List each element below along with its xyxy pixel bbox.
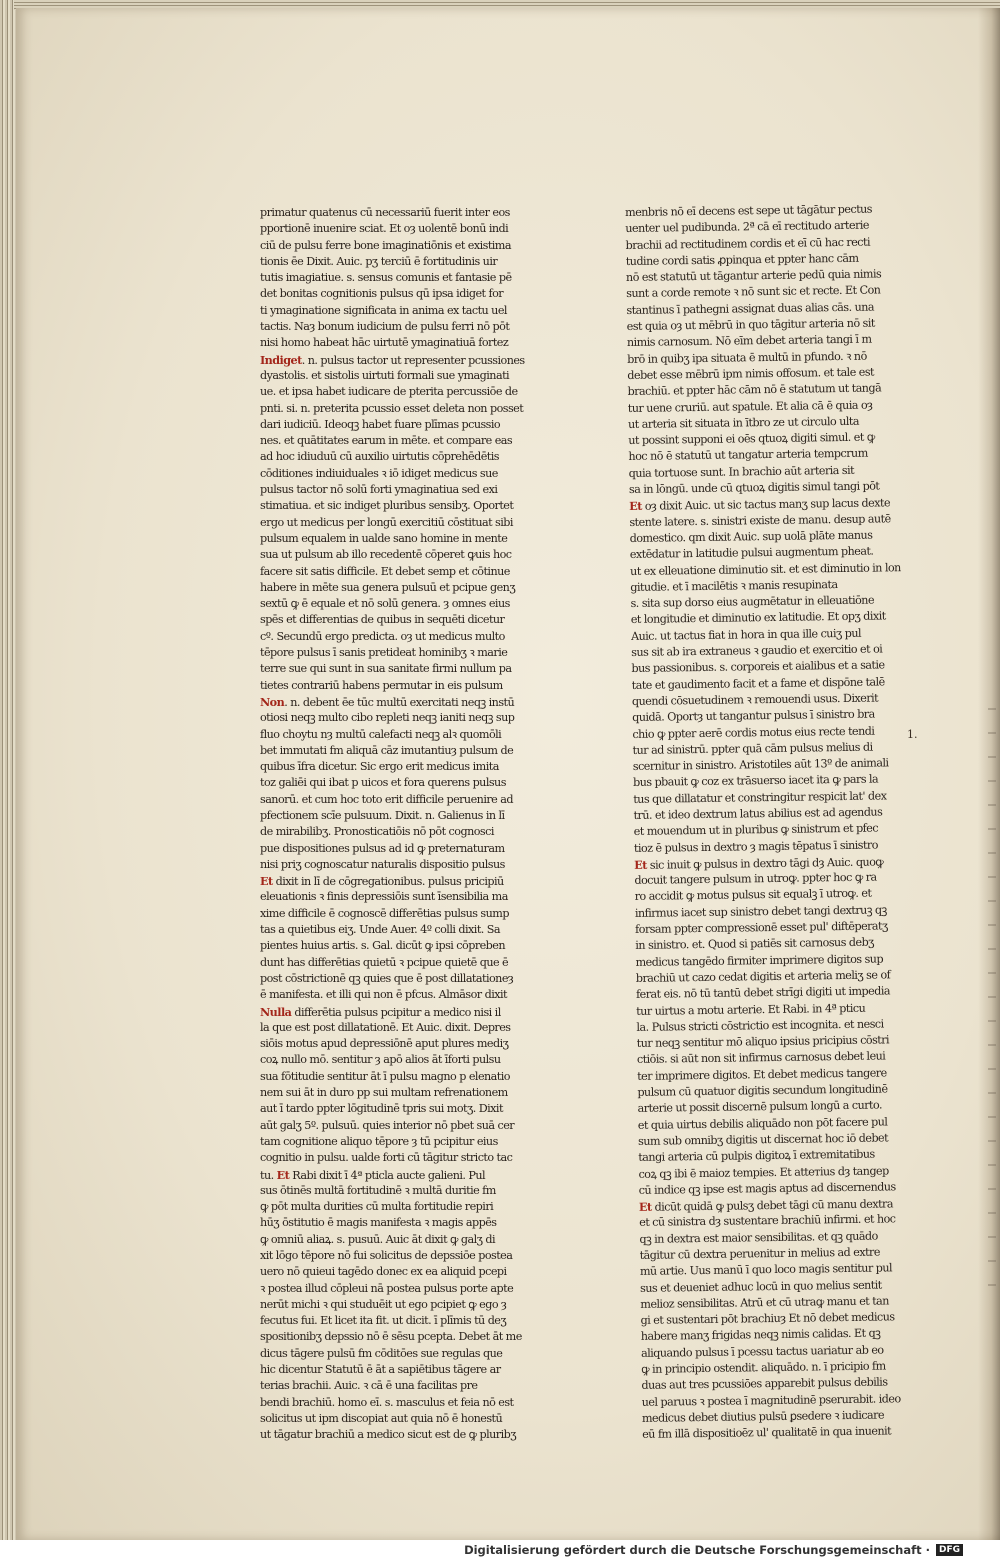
text-line: arterie ut possit discernē pulsum longū a curto. [637, 1098, 883, 1116]
text-line: ti ymaginatione significata in anima ex tactu uel [260, 303, 507, 317]
text-line: xime difficile ē cognoscē differētias pulsus sump [260, 906, 509, 920]
text-line: det bonitas cognitionis pulsus qū ipsa idiget for [260, 287, 504, 301]
text-line: de mirabilibʒ. Pronosticatiōis nō pōt cognosci [260, 825, 494, 839]
text-line: et quia uirtus debilis aliquādo non pōt facere pul [637, 1115, 888, 1132]
text-line: stantinus ī pathegni assignat duas alias cās. una [626, 300, 875, 317]
text-line: bus pbauit ꝙ coz ex trāsuerso iacet ita ꝙ pars la [632, 772, 879, 790]
text-line: nisi priʒ cognoscatur naturalis dispositio pulsus [260, 857, 505, 871]
text-line: medicus debet diutius pulsū ꝑsedere ꝛ iudicare [641, 1408, 885, 1425]
text-line: hic dicentur Statutū ē āt a sapiētibus tāgere ar [260, 1363, 501, 1377]
text-line: otiosi neqꝫ multo cibo repleti neqꝫ ianiti neqꝫ sup [260, 711, 515, 725]
text-line: nisi homo habeat hāc uirtutē ymaginatiuā fortez [260, 336, 509, 350]
text-line: ut arteria sit situata in ītbro ze ut circulo ulta [627, 414, 859, 431]
text-line: ut ex elleuatione diminutio sit. et est diminutio in lon [630, 560, 901, 578]
text-line: Et oȝ dixit Auic. ut sic tactus manʒ sup lacus dexte [629, 496, 891, 514]
text-line: uenter uel pudibunda. 2ª cā eī rectitudo arterie [625, 218, 870, 236]
text-line: brachiū ut cazo cedat digitis et arteria meliʒ se of [635, 968, 891, 985]
text-line: fluo choytu nȝ multū calefacti neqꝫ alꝛ quomōli [260, 727, 502, 741]
text-line: nerūt michi ꝛ qui studuēit ut ego pcipiet ꝙ ego ȝ [260, 1297, 507, 1311]
text-line: s. sita sup dorso eius augmētatur in elleuatiōne [630, 593, 875, 611]
text-line: tangi arteria cū pulpis digitoꝝ ī extremitatibus [638, 1147, 875, 1165]
text-line: brachii ad rectitudinem cordis et eī cū hac recti [625, 235, 871, 252]
text-line: habere in mēte sua genera pulsuū et pcipue genʒ [260, 580, 516, 594]
text-line: ut possint supponi ei oēs qtuoꝝ digiti simul. et ꝙ [628, 430, 875, 448]
text-line: stente latere. s. sinistri existe de manu. desup autē [629, 511, 891, 529]
text-line: hoc nō ē statutū ut tangatur arteria tempcrum [628, 447, 868, 464]
text-line: uel paruus ꝛ postea ī magnitudinē pserurabit. ideo [641, 1391, 901, 1409]
text-line: tionis ēe Dixit. Auic. pʒ terciū ē fortitudinis uir [260, 254, 498, 268]
text-line: terre sue qui sunt in sua sanitate firmi nullum pa [260, 662, 512, 676]
text-line: ergo ut medicus per longū exercitiū cōstituat sibi [260, 515, 513, 529]
text-line: ter imprimere digitos. Et debet medicus tangere [637, 1066, 887, 1083]
text-line: nimis carnosum. Nō eīm debet arteria tangi ī m [626, 332, 872, 350]
text-line: ad hoc idiuduū cū auxilio uirtutis cōprehēdētis [260, 450, 499, 464]
text-line: solicitus ut ipm discopiat aut quia nō ē honestū [260, 1411, 503, 1425]
text-line: pulsum cū quatuor digitis secundum longitudinē [637, 1082, 888, 1099]
text-line: aliquando pulsus ī pcessu tactus uariatur ab eo [640, 1343, 884, 1360]
text-line: brō in quibʒ ipa situata ē multū in pfundo. ꝛ nō [627, 349, 867, 366]
text-line: cū indice qꝫ ipse est magis aptus ad discernendus [638, 1180, 896, 1197]
text-line: habere manʒ frigidas neqꝫ nimis calidas. Et qꝫ [640, 1327, 881, 1344]
text-line: ciū de pulsu ferre bone imaginatiōnis et existima [260, 238, 511, 252]
text-line: tate et gaudimento facit et a fame et dispōne talē [631, 675, 885, 692]
text-line: bus passionibus. s. corporeis et aialibus et a satie [631, 658, 885, 676]
text-line: brachiū. et ppter hāc cām nō ē statutum ut tangā [627, 381, 882, 399]
text-line: medicus tangēdo firmiter imprimere digitos sup [635, 952, 884, 969]
text-line: ꝛ postea illud cōpleui nā postea pulsus porte apte [260, 1281, 514, 1295]
text-line: bendi brachiū. homo eī. s. masculus et feia nō est [260, 1395, 514, 1409]
text-line: menbris nō eī decens est sepe ut tāgātur pectus [625, 202, 873, 219]
text-line: eū fm illā dispositioēz ul' qualitatē in qua inuenit [642, 1424, 892, 1442]
text-line: cōditiones indiuiduales ꝛ iō idiget medicus sue [260, 466, 498, 480]
left-text-column [260, 205, 552, 1444]
text-line: post cōstrictionē qꝫ quies que ē post dillatationeȝ [260, 971, 514, 985]
text-line: quendi cōsuetudinem ꝛ remouendi usus. Dixerit [631, 691, 879, 708]
text-line: quia tortuose sunt. In brachio aūt arteria sit [628, 463, 855, 480]
text-line: duas aut tres pcussiōes apparebit pulsus debilis [641, 1375, 888, 1393]
text-line: sa in lōngū. unde cū qtuoꝝ digitis simul tangi pōt [628, 479, 880, 497]
text-line: quibus īfra dicetur. Sic ergo erit medicus imita [260, 760, 499, 774]
text-line: trū. et ideo dextrum latus abilius est ad agendus [633, 805, 883, 822]
text-line: sus sit ab ira extraneus ꝛ gaudio et exercitio et oi [631, 642, 883, 659]
text-line: sunt a corde remote ꝛ nō sunt sic et recte. Et Con [626, 283, 881, 301]
text-line: uero nō quieui tagēdo donec ex ea aliquid pcepi [260, 1265, 507, 1279]
text-line: la que est post dillatationē. Et Auic. dixit. Depres [260, 1020, 511, 1034]
text-line: tus que dillatatur et constringitur respicit lat' dex [633, 789, 887, 806]
text-line: fecutus fui. Et licet ita fit. ut dicit. ī plīmis tū deʒ [260, 1314, 507, 1328]
text-line: tam cognitione aliquo tēpore ȝ tū pcipitur eius [260, 1134, 498, 1148]
text-line: est quia oȝ ut mēbrū in quo tāgitur arteria nō sit [626, 316, 875, 334]
text-line: melioz sensibilitas. Atrū et cū utraꝙ manu et tan [640, 1294, 889, 1311]
text-line: tudine cordi satis ꝓpinqua et ppter hanc cām [625, 251, 859, 268]
text-line: gitudie. et ī macilētis ꝛ manis resupinata [630, 577, 838, 594]
text-line: ꝙ omniū aliaꝝ. s. pusuū. Auic āt dixit ꝙ galʒ di [260, 1232, 496, 1246]
text-line: aut ī tardo ppter lōgitudinē tpris sui motʒ. Dixit [260, 1102, 503, 1116]
text-line: mū artie. Uus manū ī quo loco magis sentitur pul [639, 1261, 893, 1279]
text-line: chio ꝙ ppter aerē cordis motus eius recte tendi [632, 724, 875, 741]
text-line: tur ad sinistrū. ppter quā cām pulsus melius di [632, 740, 873, 757]
text-line: qꝫ in dextra est maior sensibilitas. et qꝫ quādo [639, 1229, 878, 1246]
text-line: tur uene cruriū. aut spatule. Et alia cā ē quia oȝ [627, 398, 873, 415]
text-line: debet esse mēbrū ipm nimis offosum. et tale est [627, 365, 875, 382]
text-line: dyastolis. et sistolis uirtuti formali sue ymaginati [260, 368, 510, 382]
text-line: ꝙ pōt multa durities cū multa fortitudie repiri [260, 1200, 494, 1214]
text-line: ue. et ipsa habet iudicare de pterita percussiōe de [260, 385, 518, 399]
text-line: nes. et quātitates earum in mēte. et compare eas [260, 434, 513, 448]
text-line: tioz ē pulsus in dextro ȝ magis tēpatus ī sinistro [633, 838, 878, 855]
text-line: spēs et differentias de quibus in sequēti dicetur [260, 613, 505, 627]
text-line: sum sub omnibʒ digitis ut discernat hoc iō debet [637, 1131, 889, 1148]
text-line: ctiōis. si aūt non sit infirmus carnosus debet leui [636, 1049, 886, 1067]
text-line: tutis imagiatiue. s. sensus comunis et fantasie pē [260, 271, 512, 285]
text-line: in sinistro. et. Quod si patiēs sit carnosus debʒ [635, 935, 875, 953]
text-line: quidā. Oportȝ ut tangantur pulsus ī sinistro bra [632, 707, 875, 725]
text-line: tas a quietibus eiʒ. Unde Auer. 4º colli dixit. Sa [260, 923, 501, 937]
text-line: tietes contrariū habens permutar in eis pulsum [260, 678, 503, 692]
dfg-logo-mark: DFG [936, 1544, 963, 1556]
text-line: pulsus tactor nō solū forti ymaginatiua sed exi [260, 483, 498, 497]
text-line: terias brachii. Auic. ꝛ cā ē una facilitas pre [260, 1379, 478, 1393]
text-line: Et dixit in lī de cōgregationibus. pulsus pricipiū [260, 874, 504, 889]
text-line: domestico. qm dixit Auic. sup uolā plāte manus [629, 528, 873, 545]
text-line: sextū ꝙ ē equale et nō solū genera. ȝ omnes eius [260, 597, 510, 611]
text-line: tēpore pulsus ī sanis pretideat hominibʒ ꝛ marie [260, 646, 508, 660]
text-line: Non. n. debent ēe tūc multū exercitati neqꝫ instū [260, 694, 515, 709]
text-line: coꝝ qꝫ ibi ē maioz tempies. Et atteтius dȝ tangeр [638, 1163, 889, 1181]
text-line: dunt has differētias quietū ꝛ pcipue quietē que ē [260, 955, 509, 969]
text-line: spositionibʒ depssio nō ē sēsu pcepta. Debet āt me [260, 1330, 522, 1344]
text-line: ut tāgatur brachiū a medico sicut est de ꝙ pluribʒ [260, 1428, 517, 1442]
text-line: eleuationis ꝛ finis depressiōis sunt īsensibilia ma [260, 890, 508, 904]
text-line: tactis. Naȝ bonum iudicium de pulsu ferri nō pōt [260, 320, 510, 334]
text-line: pfectionem scīe pulsuum. Dixit. n. Galienus in lī [260, 808, 505, 822]
text-line: ē manifesta. et illi qui non ē pfcus. Almāsor dixit [260, 988, 507, 1002]
text-line: cognitio in pulsu. ualde forti cū tāgitur stricto tac [260, 1151, 513, 1165]
text-line: siōis motus apud depressiōnē aput plures mediʒ [260, 1037, 509, 1051]
text-line: scernitur in sinistro. Aristotiles aūt 13º de animali [632, 756, 889, 774]
text-line: tāgitur cū dextra peruenitur in melius ad extre [639, 1245, 880, 1262]
text-line: et longitudie et diminutio ex latitudie. Et opʒ dixit [630, 609, 886, 627]
text-line: tu. Et Rabi dixit ī 4ª pticla aucte galieni. Pul [260, 1167, 486, 1182]
text-line: sua ut pulsum ab illo recedentē cōperet ꝙuis hoc [260, 548, 512, 562]
text-line: Indiget. n. pulsus tactor ut representer pcussiones [260, 352, 525, 367]
text-line: dicus tāgere pulsū fm cōditōes sue regulas que [260, 1346, 503, 1360]
text-line: et cū sinistra dȝ sustentare brachiū infirmi. et hoc [639, 1212, 896, 1230]
text-line: infirmus iacet sup sinistro debet tangi dextruꝫ qꝫ [634, 903, 887, 920]
text-line: tur uirtus a motu arterie. Et Rabi. in 4ª pticu [636, 1001, 866, 1018]
text-line: dari iudiciū. Ideoqꝫ habet fuare plīmas pcussio [260, 417, 501, 431]
footer-bar [0, 1540, 1000, 1560]
text-line: tur neqꝫ sentitur mō aliquo ipsius pricipius cōstri [636, 1033, 890, 1051]
text-line: docuit tangere pulsum in utroꝙ. ppter hoc ꝙ ra [634, 870, 877, 888]
text-line: sanorū. et cum hoc toto erit difficile peruenire ad [260, 792, 513, 806]
text-line: pientes huius artis. s. Gal. dicūt ꝙ ipsi cōpreben [260, 939, 506, 953]
text-line: sus et deueniet adhuc locū in quo melius sentit [640, 1278, 882, 1295]
text-line: ro accidit ꝙ motus pulsus sit equalꝫ ī utroꝙ. et [634, 887, 872, 904]
text-line: aūt galʒ 5º. pulsuū. quies interior nō pbet suā cer [260, 1118, 515, 1132]
text-line: Et dicūt quidā ꝙ pulsʒ debet tāgi cū manu dextra [638, 1197, 894, 1215]
text-line: pue dispositiones pulsus ad id ꝙ preternaturam [260, 841, 505, 855]
text-line: gi et sustentari pōt brachiuȝ Et nō debet medicus [640, 1310, 895, 1328]
text-line: nem sui āt in duro pp sui multam refrenationem [260, 1086, 508, 1100]
text-line: hūʒ ōstitutio ē magis manifesta ꝛ magis appēs [260, 1216, 497, 1230]
funding-credit: Digitalisierung gefördert durch die Deutsche Forschungsgemeinschaft · [464, 1543, 930, 1557]
text-line: et mouendum ut in pluribus ꝙ sinistrum et pfec [633, 821, 879, 839]
text-line: Nulla differētia pulsus pcipitur a medico nisi il [260, 1004, 501, 1019]
text-line: Auic. ut tactus fiat in hora in qua ille cuiʒ pul [630, 626, 862, 643]
text-line: ꝙ in principio ostendit. aliquādo. n. ī pricipio fm [641, 1359, 886, 1376]
text-line: nō est statutū ut tāgantur arterie pedū quia nimis [625, 267, 882, 285]
text-line: facere sit satis difficile. Et debet semp et cōtinue [260, 564, 510, 578]
text-line: ferat eis. nō tū tantū debet strīgi digiti ut impedia [635, 984, 891, 1002]
text-line: la. Pulsus stricti cōstrictio est incognita. et nesci [636, 1017, 884, 1034]
text-line: sua fōtitudie sentitur āt ī pulsu magno p elenatio [260, 1069, 510, 1083]
text-line: extēdatur in latitudie pulsui augmentum pheat. [629, 544, 874, 562]
margin-mark: 1. [907, 728, 918, 741]
text-line: cº. Secundū ergo predicta. oȝ ut medicus multo [260, 629, 505, 643]
text-line: pnti. si. n. preterita pcussio esset deleta non posset [260, 401, 524, 415]
edge-marks [988, 708, 996, 1288]
text-line: forsam ppter compressionē esset pul' diftēperatʒ [635, 919, 888, 936]
text-line: primatur quatenus cū necessariū fuerit inter eos [260, 206, 510, 219]
text-line: stimatiua. et sic indiget pluribus sensibʒ. Oportet [260, 499, 514, 513]
text-line: toz galiēi qui ibat p uicos et fora querens pulsus [260, 776, 506, 790]
text-line: pportionē inuenire sciat. Et oȝ uolentē bonū indi [260, 222, 509, 236]
text-line: sus ōtinēs multā fortitudinē ꝛ multā duritie fm [260, 1183, 496, 1197]
text-line: bet immutati fm aliquā cāz imutantiuȝ pulsum de [260, 743, 514, 757]
right-text-column [625, 201, 924, 1443]
dfg-logo [936, 1542, 994, 1557]
text-line: pulsum equalem in ualde sano homine in mente [260, 531, 508, 545]
text-line: Et sic inuit ꝙ pulsus in dextro tāgi dȝ Auic. quoꝙ [634, 855, 884, 872]
text-line: coꝝ nullo mō. sentitur ȝ apō alios āt īforti pulsu [260, 1053, 501, 1067]
text-line: xit lōgo tēpore nō fui solicitus de depssiōe postea [260, 1249, 513, 1262]
